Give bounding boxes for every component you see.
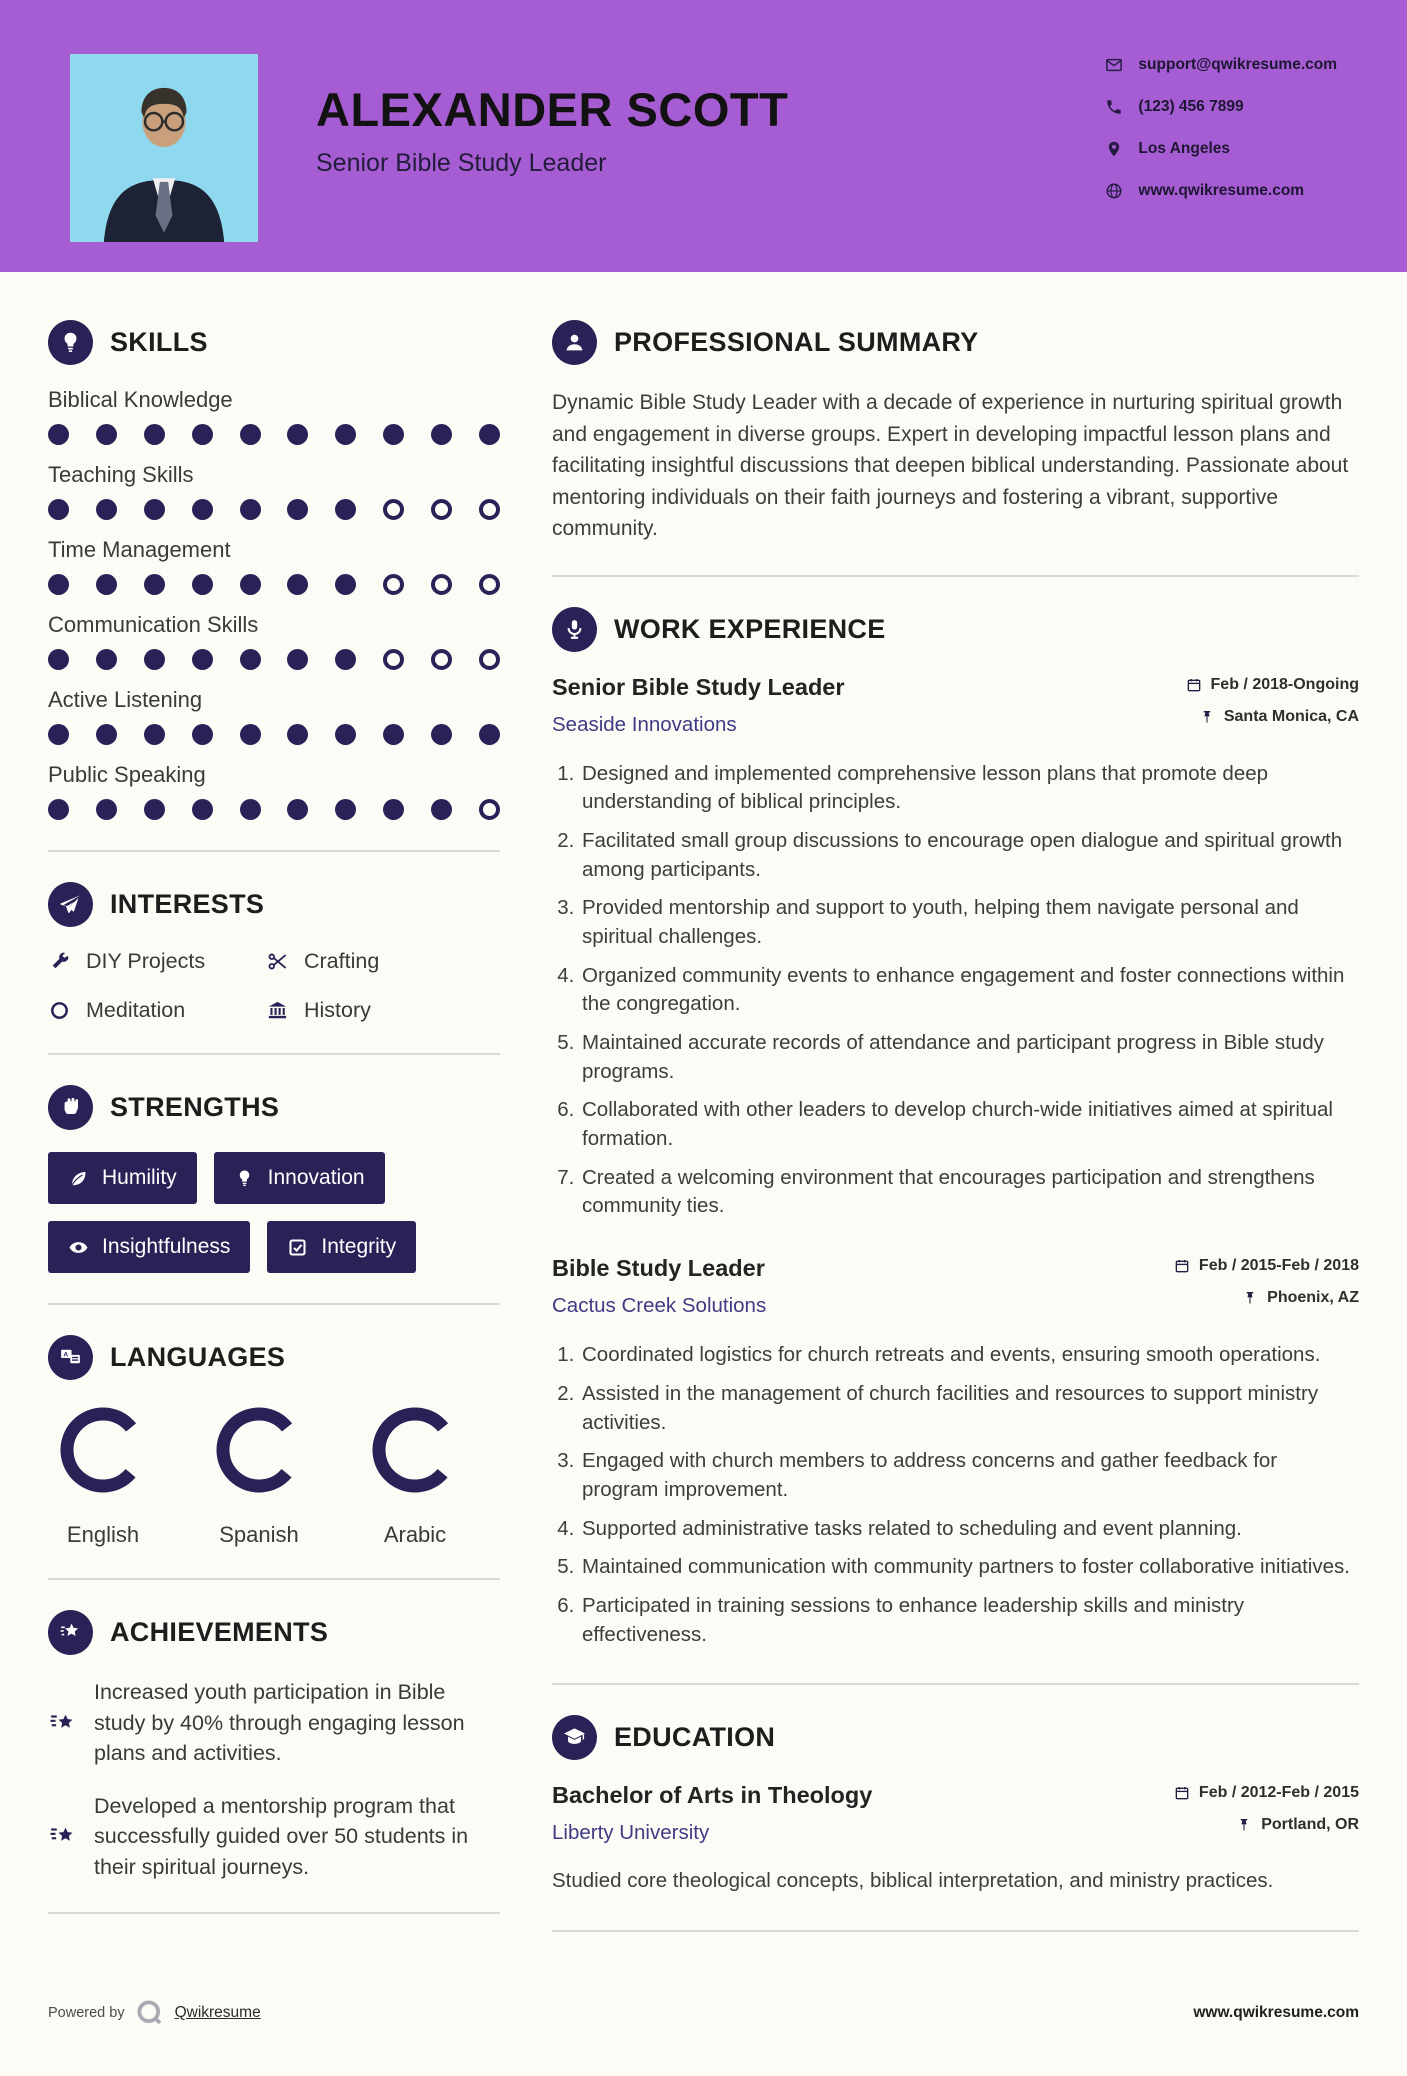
- skill-row: [48, 387, 500, 445]
- education-dates: [1174, 1784, 1359, 1802]
- language-item: [360, 1402, 470, 1548]
- job-dates: [1174, 1257, 1359, 1275]
- circle-icon: [48, 999, 71, 1022]
- job-dates-text: Feb / 2018-Ongoing: [1210, 675, 1359, 693]
- education-description: Studied core theological concepts, biblical interpretation, and ministry practices.: [552, 1869, 1274, 1893]
- rating-dot: [431, 424, 452, 445]
- job-entry-left: [552, 1255, 766, 1318]
- strength-badge: [48, 1221, 250, 1273]
- rating-dot: [479, 724, 500, 745]
- contact-item[interactable]: [1105, 98, 1337, 116]
- identity-block: [316, 82, 788, 178]
- job-bullet: 5. Maintained communication with community partners to foster collaborative initiatives.: [580, 1553, 1359, 1582]
- contact-item[interactable]: [1105, 140, 1337, 158]
- skill-row: [48, 687, 500, 745]
- rating-dot: [431, 799, 452, 820]
- experience-section-heading: [552, 607, 1359, 652]
- divider: [48, 1053, 500, 1055]
- email-icon: [1105, 56, 1123, 74]
- skill-rating: [48, 424, 500, 445]
- strength-badge: [267, 1221, 416, 1273]
- strength-badge: [48, 1152, 197, 1204]
- job-entry-head: [552, 674, 1359, 740]
- interest-label: Meditation: [86, 998, 186, 1022]
- achievements-section-heading: [48, 1610, 500, 1655]
- skill-rating: [48, 499, 500, 520]
- rating-dot: [240, 499, 261, 520]
- person-icon: [552, 320, 597, 365]
- job-entry: [552, 674, 1359, 1222]
- rating-dot: [383, 424, 404, 445]
- contact-text: support@qwikresume.com: [1138, 56, 1337, 73]
- skill-name: Teaching Skills: [48, 462, 194, 487]
- svg-text:A: A: [63, 1351, 69, 1359]
- rating-dot: [287, 649, 308, 670]
- achievements-list: [48, 1677, 500, 1882]
- profile-photo-illustration: [70, 54, 258, 242]
- contact-item[interactable]: [1105, 182, 1337, 200]
- skill-rating: [48, 724, 500, 745]
- pushpin-icon: [1236, 1817, 1252, 1833]
- job-bullet: 2. Facilitated small group discussions to encourage open dialogue and spiritual growth among participants.: [580, 827, 1359, 884]
- rating-dot: [335, 724, 356, 745]
- interest-item: [48, 998, 266, 1023]
- calendar-icon: [1174, 1785, 1190, 1801]
- rating-dot: [287, 799, 308, 820]
- rating-dot: [48, 499, 69, 520]
- achievement-text: Developed a mentorship program that successfully guided over 50 students in their spiritual journeys.: [94, 1793, 469, 1879]
- rating-dot: [383, 724, 404, 745]
- profile-photo: [70, 54, 258, 242]
- language-donut: [211, 1402, 307, 1498]
- contact-text: Los Angeles: [1138, 140, 1231, 157]
- rating-dot: [335, 424, 356, 445]
- strengths-section-heading: [48, 1085, 500, 1130]
- content-columns: [0, 272, 1407, 1972]
- rating-dot: [479, 799, 500, 820]
- rating-dot: [240, 799, 261, 820]
- job-meta: [1186, 674, 1359, 740]
- skill-row: [48, 762, 500, 820]
- strengths-list: [48, 1152, 500, 1273]
- job-title: Senior Bible Study Leader: [552, 673, 845, 700]
- summary-section-heading: [552, 320, 1359, 365]
- achievement-item: [48, 1677, 500, 1769]
- rating-dot: [48, 424, 69, 445]
- right-column: [552, 318, 1359, 1962]
- language-label: Spanish: [219, 1522, 299, 1547]
- education-entry-left: [552, 1782, 872, 1845]
- rating-dot: [287, 424, 308, 445]
- job-bullets: [552, 1341, 1359, 1649]
- education-heading: EDUCATION: [614, 1722, 776, 1753]
- contact-item[interactable]: [1105, 56, 1337, 74]
- person-name: ALEXANDER SCOTT: [316, 83, 789, 136]
- interest-label: History: [304, 998, 371, 1022]
- summary-heading: PROFESSIONAL SUMMARY: [614, 327, 979, 357]
- languages-heading: LANGUAGES: [110, 1342, 286, 1372]
- job-bullet: 6. Participated in training sessions to enhance leadership skills and ministry effectiveness.: [580, 1592, 1359, 1649]
- check-square-icon: [287, 1237, 308, 1258]
- rating-dot: [383, 649, 404, 670]
- skill-name: Active Listening: [48, 687, 203, 712]
- job-location-text: Santa Monica, CA: [1223, 707, 1359, 725]
- job-dates-text: Feb / 2015-Feb / 2018: [1198, 1257, 1359, 1275]
- rating-dot: [240, 424, 261, 445]
- skill-rating: [48, 799, 500, 820]
- rating-dot: [192, 799, 213, 820]
- qwikresume-link[interactable]: Qwikresume: [174, 2004, 261, 2022]
- strength-label: Insightfulness: [102, 1235, 231, 1258]
- rating-dot: [287, 499, 308, 520]
- education-dates-text: Feb / 2012-Feb / 2015: [1198, 1784, 1359, 1802]
- languages-list: [48, 1402, 500, 1548]
- job-bullet: 4. Supported administrative tasks related to scheduling and event planning.: [580, 1515, 1359, 1544]
- strength-label: Humility: [102, 1166, 177, 1189]
- summary-text: Dynamic Bible Study Leader with a decade of experience in nurturing spiritual growth and engagement in diverse groups. Expert in developing impactful lesson plans and facilitating insightful discussions that deepen biblical understanding. Passionate about mentoring individuals on their faith journeys and fostering a vibrant, supportive community.: [552, 391, 1349, 540]
- footer: [0, 1972, 1407, 2076]
- rating-dot: [479, 649, 500, 670]
- education-location-text: Portland, OR: [1261, 1816, 1359, 1834]
- language-label: English: [66, 1522, 140, 1547]
- education-section-heading: [552, 1715, 1359, 1760]
- interest-item: [266, 998, 500, 1023]
- company-name: Seaside Innovations: [552, 712, 737, 736]
- rating-dot: [144, 724, 165, 745]
- skill-row: [48, 612, 500, 670]
- experience-heading: WORK EXPERIENCE: [614, 613, 886, 644]
- job-bullet: 3. Engaged with church members to address concerns and gather feedback for program improvement.: [580, 1447, 1359, 1504]
- rating-dot: [48, 649, 69, 670]
- skill-name: Time Management: [48, 537, 231, 562]
- interests-list: [48, 949, 500, 1023]
- strength-badge: [214, 1152, 385, 1204]
- interest-label: DIY Projects: [86, 949, 206, 973]
- job-bullet: 4. Organized community events to enhance engagement and foster connections within the congregation.: [580, 962, 1359, 1019]
- interest-item: [266, 949, 500, 974]
- footer-site-url: www.qwikresume.com: [1193, 2004, 1359, 2022]
- leaf-icon: [68, 1168, 89, 1189]
- rating-dot: [240, 574, 261, 595]
- interest-label: Crafting: [304, 949, 380, 973]
- skills-list: [48, 387, 500, 820]
- person-job-title: Senior Bible Study Leader: [316, 149, 607, 177]
- job-bullet: 1. Designed and implemented comprehensive lesson plans that promote deep understanding of biblical principles.: [580, 760, 1359, 817]
- rating-dot: [240, 724, 261, 745]
- rating-dot: [96, 799, 117, 820]
- divider: [48, 1303, 500, 1305]
- rating-dot: [383, 574, 404, 595]
- interests-section-heading: [48, 882, 500, 927]
- shooting-star-icon: [48, 1679, 78, 1769]
- rating-dot: [96, 649, 117, 670]
- skill-rating: [48, 574, 500, 595]
- divider: [48, 1912, 500, 1914]
- rating-dot: [144, 649, 165, 670]
- rating-dot: [48, 724, 69, 745]
- rating-dot: [48, 799, 69, 820]
- language-donut: [367, 1402, 463, 1498]
- degree-title: Bachelor of Arts in Theology: [552, 1782, 873, 1809]
- skill-row: [48, 462, 500, 520]
- rating-dot: [335, 574, 356, 595]
- rating-dot: [192, 424, 213, 445]
- skill-name: Public Speaking: [48, 762, 206, 787]
- strength-label: Innovation: [267, 1166, 365, 1189]
- calendar-icon: [1174, 1258, 1190, 1274]
- translate-icon: [48, 1335, 93, 1380]
- skill-name: Biblical Knowledge: [48, 387, 233, 412]
- skills-heading: SKILLS: [110, 327, 208, 357]
- job-bullet: 7. Created a welcoming environment that encourages participation and strengthens community ties.: [580, 1164, 1359, 1221]
- job-entry-left: [552, 674, 845, 737]
- globe-icon: [1105, 182, 1123, 200]
- rating-dot: [287, 574, 308, 595]
- job-bullet: 6. Collaborated with other leaders to develop church-wide initiatives aimed at spiritual formation.: [580, 1096, 1359, 1153]
- rating-dot: [240, 649, 261, 670]
- education-entry: [552, 1782, 1359, 1896]
- education-location: [1174, 1816, 1359, 1834]
- strength-label: Integrity: [321, 1235, 397, 1258]
- rating-dot: [144, 499, 165, 520]
- rating-dot: [144, 799, 165, 820]
- left-column: [48, 318, 500, 1962]
- job-location: [1186, 708, 1359, 726]
- education-entry-head: [552, 1782, 1359, 1848]
- rating-dot: [96, 724, 117, 745]
- rating-dot: [144, 574, 165, 595]
- divider: [552, 1930, 1359, 1932]
- languages-section-heading: [48, 1335, 500, 1380]
- rating-dot: [431, 574, 452, 595]
- lightbulb-icon: [48, 320, 93, 365]
- shooting-star-icon: [48, 1793, 78, 1883]
- achievement-text: Increased youth participation in Bible study by 40% through engaging lesson plans and activities.: [94, 1680, 465, 1766]
- education-meta: [1174, 1782, 1359, 1848]
- achievement-item: [48, 1791, 500, 1883]
- rating-dot: [335, 649, 356, 670]
- header: [0, 0, 1407, 272]
- rating-dot: [48, 574, 69, 595]
- rating-dot: [479, 499, 500, 520]
- rating-dot: [335, 499, 356, 520]
- rating-dot: [383, 499, 404, 520]
- language-label: Arabic: [383, 1522, 447, 1547]
- rating-dot: [479, 424, 500, 445]
- rating-dot: [192, 649, 213, 670]
- skill-rating: [48, 649, 500, 670]
- achievements-heading: ACHIEVEMENTS: [110, 1617, 329, 1647]
- job-location-text: Phoenix, AZ: [1267, 1289, 1359, 1307]
- powered-by-label: Powered by: [48, 2005, 125, 2022]
- jobs-list: [552, 674, 1359, 1650]
- contact-text: www.qwikresume.com: [1138, 182, 1305, 199]
- museum-icon: [266, 999, 289, 1022]
- rating-dot: [96, 499, 117, 520]
- job-entry-head: [552, 1255, 1359, 1321]
- rating-dot: [192, 499, 213, 520]
- pushpin-icon: [1199, 709, 1215, 725]
- eye-icon: [68, 1237, 89, 1258]
- divider: [552, 575, 1359, 577]
- skills-section-heading: [48, 320, 500, 365]
- job-bullets: [552, 760, 1359, 1222]
- divider: [48, 850, 500, 852]
- qwikresume-logo-icon: [135, 1998, 165, 2028]
- wrench-icon: [48, 950, 71, 973]
- rating-dot: [192, 724, 213, 745]
- location-icon: [1105, 140, 1123, 158]
- rating-dot: [192, 574, 213, 595]
- company-name: Cactus Creek Solutions: [552, 1294, 767, 1318]
- language-item: [204, 1402, 314, 1548]
- rating-dot: [96, 424, 117, 445]
- phone-icon: [1105, 98, 1123, 116]
- rating-dot: [479, 574, 500, 595]
- contact-text: (123) 456 7899: [1138, 98, 1244, 115]
- language-donut: [55, 1402, 151, 1498]
- job-location: [1174, 1289, 1359, 1307]
- graduate-icon: [552, 1715, 597, 1760]
- job-bullet: 2. Assisted in the management of church facilities and resources to support ministry activities.: [580, 1380, 1359, 1437]
- language-item: [48, 1402, 158, 1548]
- calendar-icon: [1186, 677, 1202, 693]
- rating-dot: [431, 724, 452, 745]
- skill-row: [48, 537, 500, 595]
- divider: [552, 1683, 1359, 1685]
- contact-list: [1105, 56, 1337, 224]
- job-bullet: 5. Maintained accurate records of attendance and participant progress in Bible study programs.: [580, 1029, 1359, 1086]
- job-title: Bible Study Leader: [552, 1255, 765, 1282]
- job-dates: [1186, 676, 1359, 694]
- paper-plane-icon: [48, 882, 93, 927]
- rating-dot: [431, 649, 452, 670]
- star-medal-icon: [48, 1610, 93, 1655]
- divider: [48, 1578, 500, 1580]
- skill-name: Communication Skills: [48, 612, 259, 637]
- rating-dot: [431, 499, 452, 520]
- job-bullet: 1. Coordinated logistics for church retreats and events, ensuring smooth operations.: [580, 1341, 1359, 1370]
- school-name: Liberty University: [552, 1821, 710, 1845]
- fist-icon: [48, 1085, 93, 1130]
- job-entry: [552, 1255, 1359, 1649]
- interest-item: [48, 949, 266, 974]
- pushpin-icon: [1242, 1290, 1258, 1306]
- rating-dot: [335, 799, 356, 820]
- scissors-icon: [266, 950, 289, 973]
- microphone-icon: [552, 607, 597, 652]
- rating-dot: [383, 799, 404, 820]
- job-meta: [1174, 1255, 1359, 1321]
- powered-by: [48, 1998, 261, 2028]
- rating-dot: [96, 574, 117, 595]
- strengths-heading: STRENGTHS: [110, 1092, 280, 1122]
- bulb-small-icon: [234, 1168, 255, 1189]
- job-bullet: 3. Provided mentorship and support to youth, helping them navigate personal and spiritual challenges.: [580, 894, 1359, 951]
- rating-dot: [144, 424, 165, 445]
- rating-dot: [287, 724, 308, 745]
- interests-heading: INTERESTS: [110, 889, 265, 919]
